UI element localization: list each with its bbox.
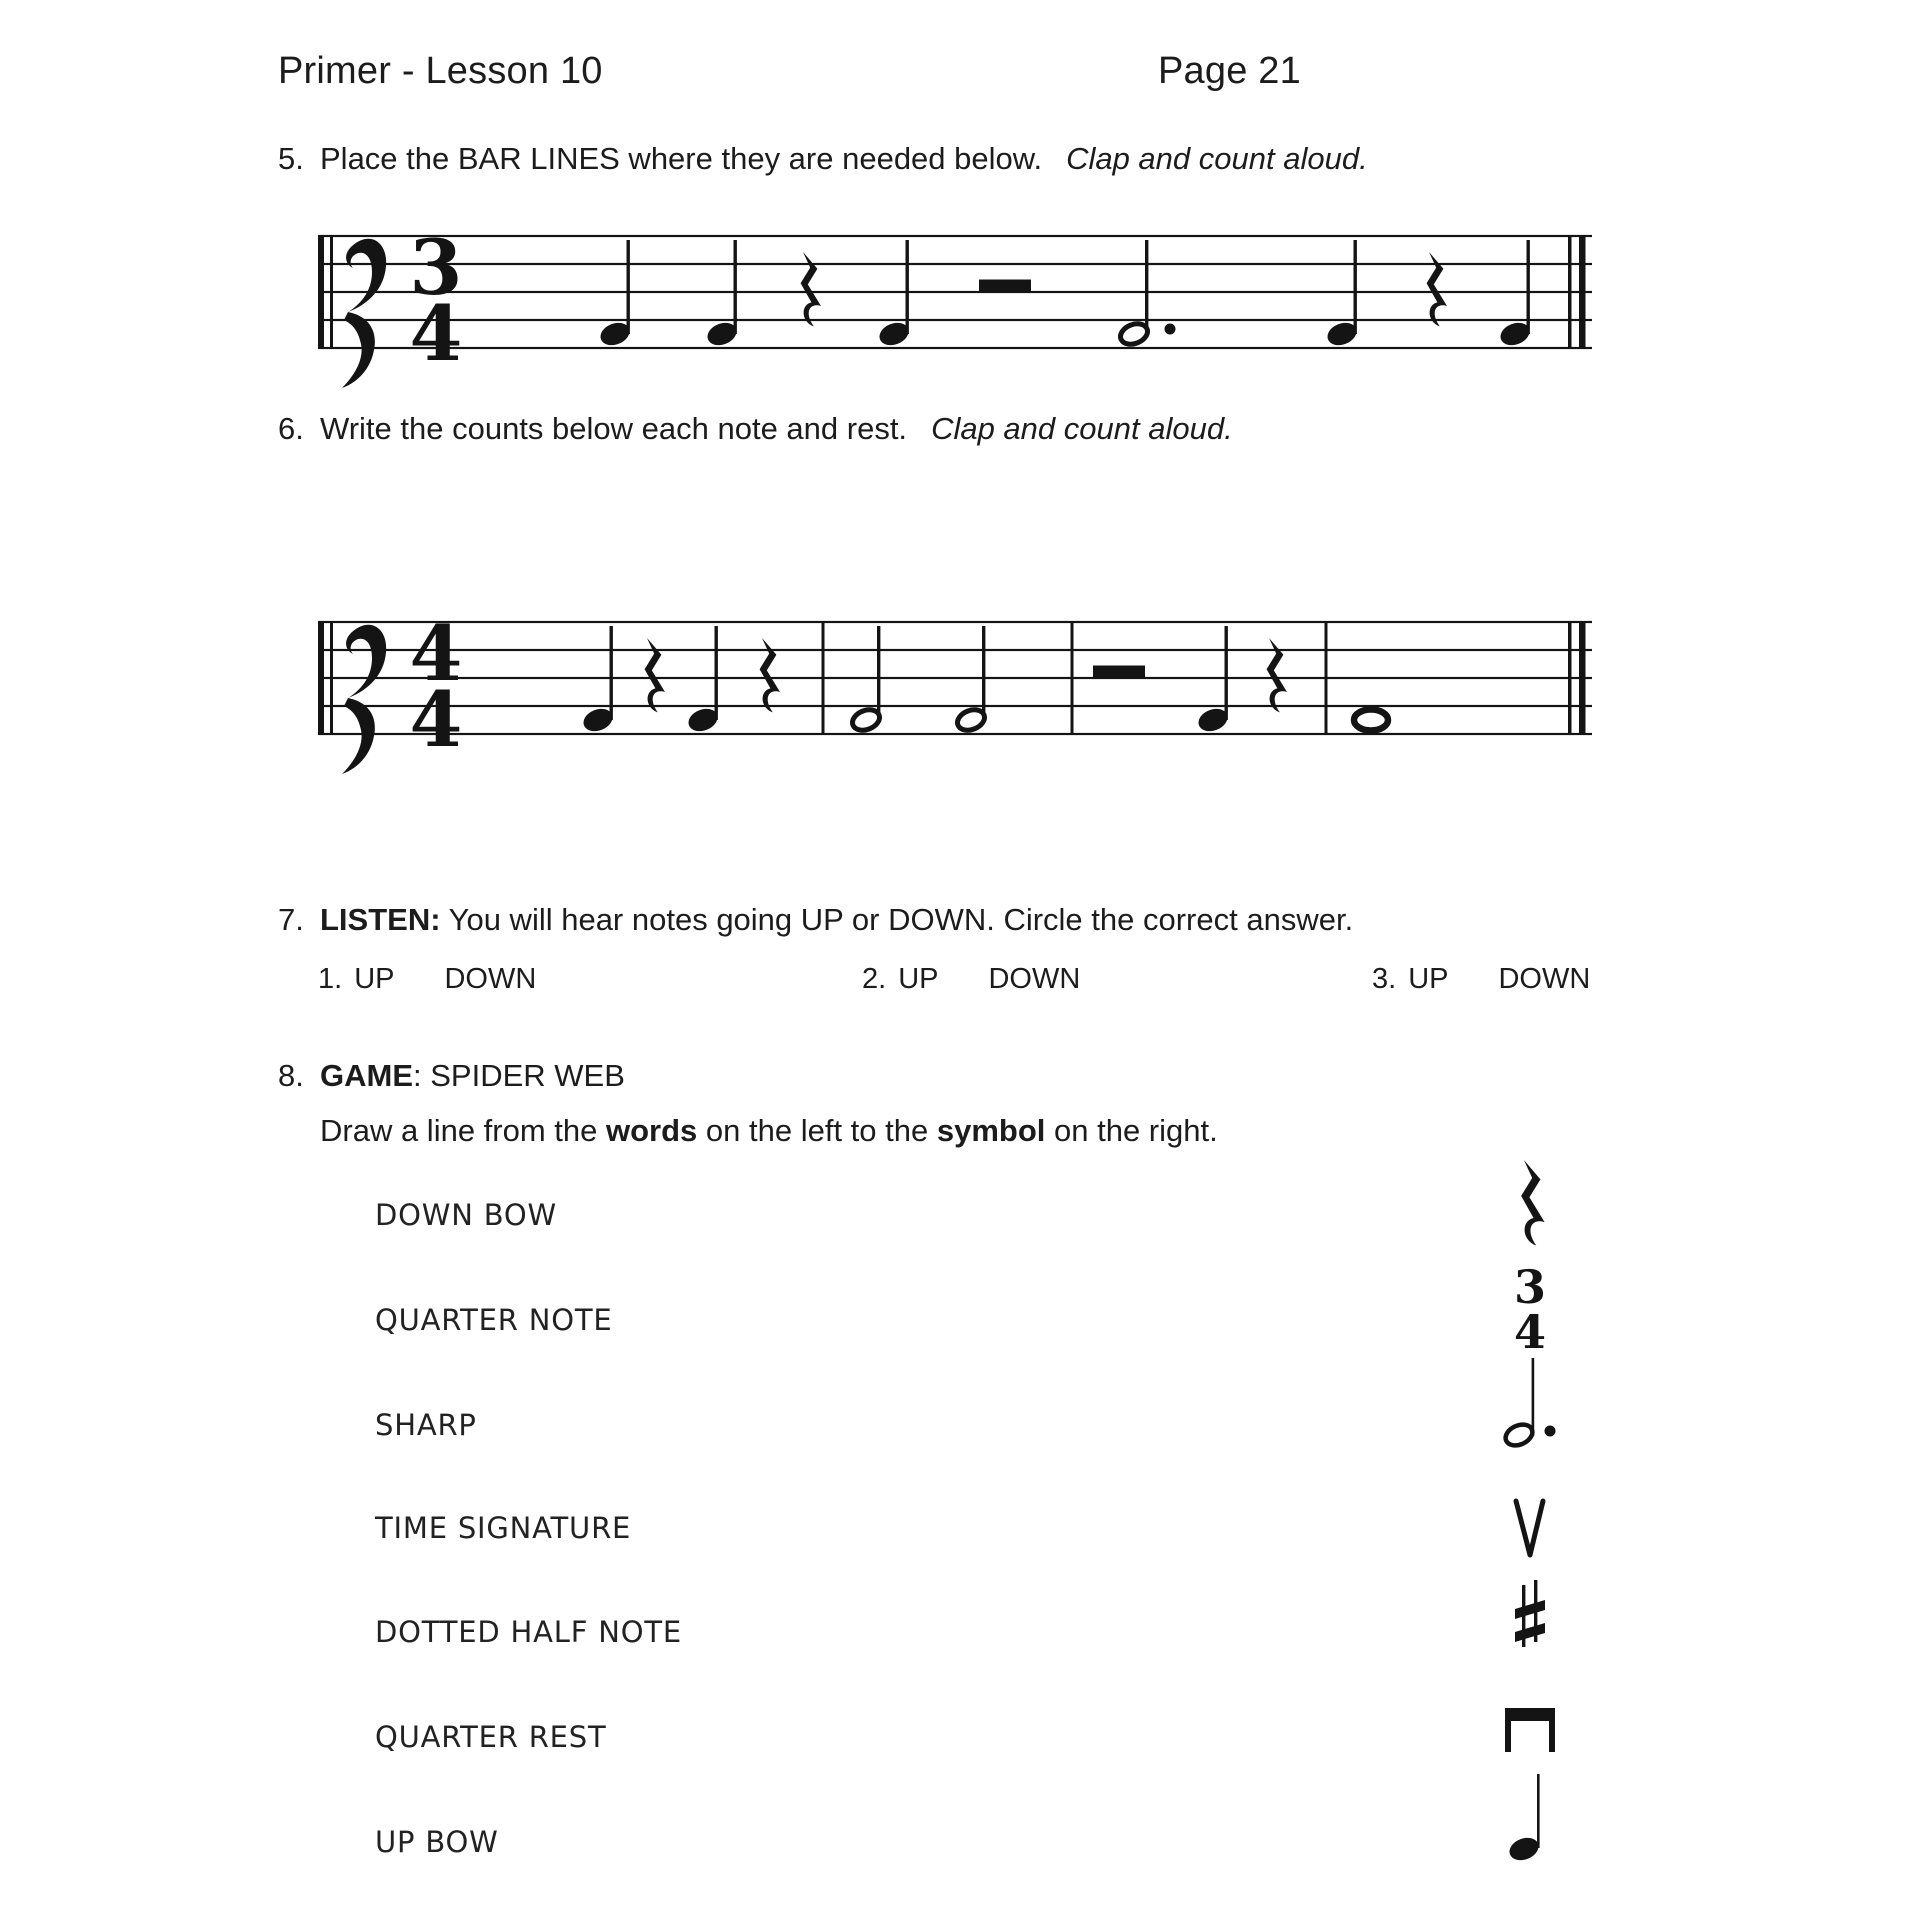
staff-line: [318, 347, 1592, 349]
game-instruction: Draw a line from the words on the left to the symbol on the right.: [320, 1113, 1218, 1148]
question-7-text: LISTEN: You will hear notes going UP or DOWN. Circle the correct answer.: [320, 902, 1354, 937]
quarter-note: [876, 240, 912, 349]
barline: [1325, 622, 1328, 734]
quarter-note: [1195, 626, 1231, 735]
game-word-up-bow: UP BOW: [375, 1825, 499, 1859]
bass-clef: [342, 625, 386, 774]
choice-1-up: UP: [354, 963, 395, 995]
staff-line: [318, 291, 1592, 293]
staff-item6: [318, 612, 1592, 804]
game-word-dotted-half-note: DOTTED HALF NOTE: [375, 1615, 683, 1649]
quarter-note: [1497, 240, 1533, 349]
question-7: [278, 902, 1678, 938]
quarter-note: [704, 240, 740, 349]
question-7-listen-label: LISTEN:: [320, 902, 441, 937]
choice-1-number: 1.: [318, 963, 343, 995]
staff-item5: [318, 226, 1592, 418]
question-6-number: 6.: [278, 411, 304, 446]
choice-2-up: UP: [898, 963, 939, 995]
staff-line: [318, 733, 1592, 735]
question-8-title: GAME: SPIDER WEB: [320, 1058, 625, 1093]
question-6-text: Write the counts below each note and rest. Clap and count aloud.: [320, 411, 1233, 446]
question-5: [278, 141, 1638, 177]
barline: [1071, 622, 1074, 734]
barline: [822, 622, 825, 734]
game-word-quarter-note: QUARTER NOTE: [375, 1303, 613, 1337]
up-bow-icon: [1488, 1498, 1572, 1560]
question-7-number: 7.: [278, 902, 304, 937]
staff-line: [318, 621, 1592, 623]
game-label: GAME: [320, 1058, 413, 1093]
lesson-title: Primer - Lesson 10: [278, 50, 603, 92]
svg-text:3: 3: [409, 226, 463, 312]
question-8-number: 8.: [278, 1058, 304, 1093]
quarter-note: [1324, 240, 1360, 349]
question-5-number: 5.: [278, 141, 304, 176]
svg-text:4: 4: [409, 289, 463, 378]
staff-line: [318, 705, 1592, 707]
game-word-time-signature: TIME SIGNATURE: [375, 1511, 632, 1545]
dotted-half-note-icon: [1488, 1354, 1572, 1448]
listen-choice-3: [1372, 963, 1590, 996]
listen-choice-2: [862, 963, 1080, 996]
svg-text:4: 4: [409, 612, 463, 698]
choice-2-down: DOWN: [988, 963, 1081, 995]
page-number: Page 21: [1158, 50, 1301, 92]
whole-note: [1354, 710, 1388, 731]
quarter-rest-icon: [1488, 1158, 1572, 1250]
choice-3-number: 3.: [1372, 963, 1397, 995]
choice-2-number: 2.: [862, 963, 887, 995]
quarter-note: [580, 626, 616, 735]
listen-choice-1: [318, 963, 536, 996]
start-barline: [318, 622, 324, 734]
dotted-half-note: [1118, 240, 1176, 348]
choice-3-up: UP: [1408, 963, 1449, 995]
choice-1-down: DOWN: [444, 963, 537, 995]
staff-line: [318, 263, 1592, 265]
quarter-note-icon: [1488, 1766, 1572, 1862]
time-signature: [410, 612, 463, 764]
start-barline: [318, 236, 324, 348]
staff-line: [318, 319, 1592, 321]
game-word-sharp: SHARP: [375, 1408, 477, 1442]
choice-3-down: DOWN: [1498, 963, 1591, 995]
sharp-icon: [1488, 1578, 1572, 1654]
half-note: [955, 626, 988, 734]
half-rest: [979, 280, 1031, 293]
time-signature: [410, 226, 463, 378]
question-5-text: Place the BAR LINES where they are needed below. Clap and count aloud.: [320, 141, 1368, 176]
staff-line: [318, 649, 1592, 651]
quarter-note: [685, 626, 721, 735]
staff-line: [318, 677, 1592, 679]
question-6-italic: Clap and count aloud.: [931, 411, 1233, 446]
question-5-italic: Clap and count aloud.: [1066, 141, 1368, 176]
question-6: [278, 411, 1638, 447]
game-word-down-bow: DOWN BOW: [375, 1198, 558, 1232]
half-rest: [1093, 666, 1145, 679]
time-signature-icon: [1488, 1266, 1572, 1352]
game-word-quarter-rest: QUARTER REST: [375, 1720, 607, 1754]
staff-line: [318, 235, 1592, 237]
svg-text:4: 4: [409, 675, 463, 764]
down-bow-icon: [1488, 1706, 1572, 1754]
half-note: [850, 626, 883, 734]
bass-clef: [342, 239, 386, 388]
question-8: [278, 1058, 1278, 1094]
quarter-note: [597, 240, 633, 349]
svg-text:4: 4: [1513, 1305, 1547, 1352]
svg-text:3: 3: [1513, 1266, 1547, 1314]
